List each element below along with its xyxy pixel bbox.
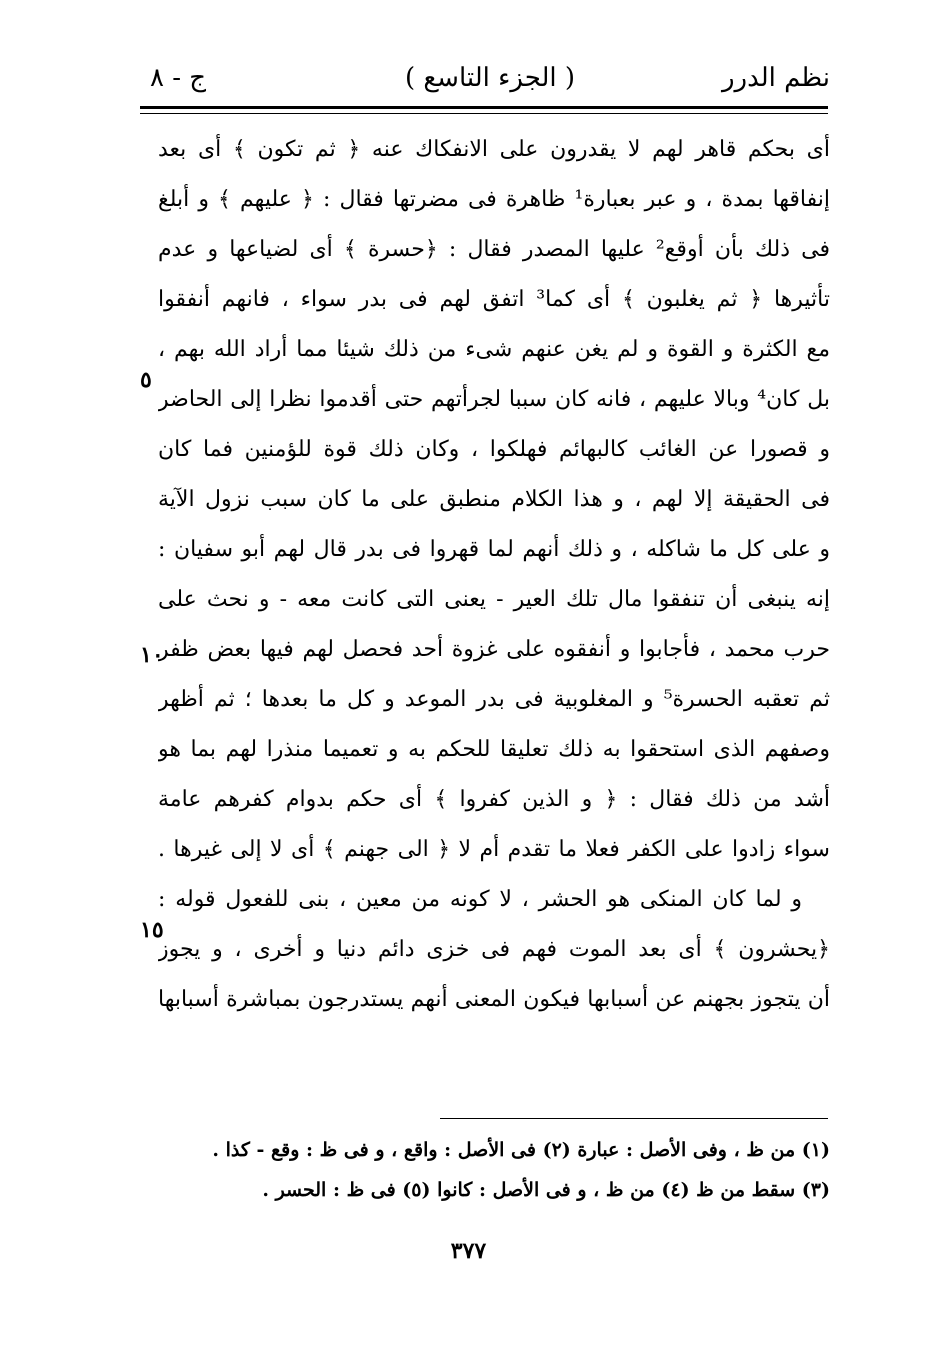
- footnotes: [175, 1130, 830, 1210]
- text-line: أى بحكم قاهر لهم لا يقدرون على الانفكاك عنه ﴿ ثم تكون ﴾ أى بعد: [158, 137, 830, 162]
- part-title: ( الجزء التاسع ): [404, 63, 576, 93]
- text-line: ﴿يحشرون ﴾ أى بعد الموت فهم فى خزى دائم دنيا و أخرى ، و يجوز: [158, 937, 830, 962]
- header-rule-thin: [140, 113, 828, 114]
- text-line: حرب محمد ، فأجابوا و أنفقوه على غزوة أحد فحصل لهم فيها بعض ظفر: [158, 637, 830, 662]
- text-line: و على كل ما شاكله ، و ذلك أنهم لما قهروا فى بدر قال لهم أبو سفيان :: [158, 537, 830, 562]
- text-line: و لما كان المنكى هو الحشر ، لا كونه من معين ، بنى للفعول قوله :: [158, 887, 802, 912]
- text-line: و قصورا عن الغائب كالبهائم فهلكوا ، وكان ذلك قوة للؤمنين فما كان: [158, 437, 830, 462]
- text-line: سواء زادوا على الكفر فعلا ما تقدم أم لا ﴿ الى جهنم ﴾ أى لا إلى غيرها .: [158, 837, 830, 862]
- footnote-line: (٣) سقط من ظ (٤) من ظ ، و فى الأصل : كانوا (٥) فى ظ : الحسر .: [262, 1179, 830, 1201]
- footnote-rule: [440, 1118, 828, 1119]
- text-line: إنه ينبغى أن تنفقوا مال تلك العير - يعنى التى كانت معه - و نحث على: [158, 587, 830, 612]
- line-number-5: ٥: [140, 367, 152, 393]
- footnote-line: (١) من ظ ، وفى الأصل : عبارة (٢) فى الأصل : واقع ، و فى ظ : وقع - كذا .: [212, 1139, 830, 1161]
- header-rule-thick: [140, 106, 828, 109]
- chapter-label: ج - ٨: [150, 63, 207, 93]
- text-line: فى الحقيقة إلا لهم ، و هذا الكلام منطبق على ما كان سبب نزول الآية: [158, 487, 830, 512]
- text-line: ثم تعقبه الحسرة⁵ و المغلوبية فى بدر الموعد و كل ما بعدها ؛ ثم أظهر: [158, 687, 830, 712]
- page-number: ٣٧٧: [450, 1238, 487, 1264]
- page-header: [150, 52, 830, 102]
- line-number-15: ١٥: [140, 917, 164, 943]
- text-line: وصفهم الذى استحقوا به ذلك تعليقا للحكم به و تعميما منذرا لهم بما هو: [158, 737, 830, 762]
- line-number-10: ١٠: [140, 642, 164, 668]
- text-line: أن يتجوز بجهنم عن أسبابها فيكون المعنى أنهم يستدرجون بمباشرة أسبابها: [158, 987, 830, 1012]
- text-line: بل كان⁴ وبالا عليهم ، فانه كان سببا لجرأتهم حتى أقدموا نظرا إلى الحاضر: [158, 387, 830, 412]
- text-line: فى ذلك بأن أوقع² عليها المصدر فقال : ﴿حسرة ﴾ أى لضياعها و عدم: [158, 237, 830, 262]
- text-line: تأثيرها ﴿ ثم يغلبون ﴾ أى كما³ اتفق لهم فى بدر سواء ، فانهم أنفقوا: [158, 287, 830, 312]
- main-text: [158, 125, 830, 1025]
- text-line: إنفاقها بمدة ، و عبر بعبارة¹ ظاهرة فى مضرتها فقال : ﴿ عليهم ﴾ و أبلغ: [158, 187, 830, 212]
- book-title: نظم الدرر: [721, 63, 830, 93]
- text-line: أشد من ذلك فقال : ﴿ و الذين كفروا ﴾ أى حكم بدوام كفرهم عامة: [158, 787, 830, 812]
- text-line: مع الكثرة و القوة و لم يغن عنهم شىء من ذلك شيئا مما أراد الله بهم ،: [158, 337, 830, 362]
